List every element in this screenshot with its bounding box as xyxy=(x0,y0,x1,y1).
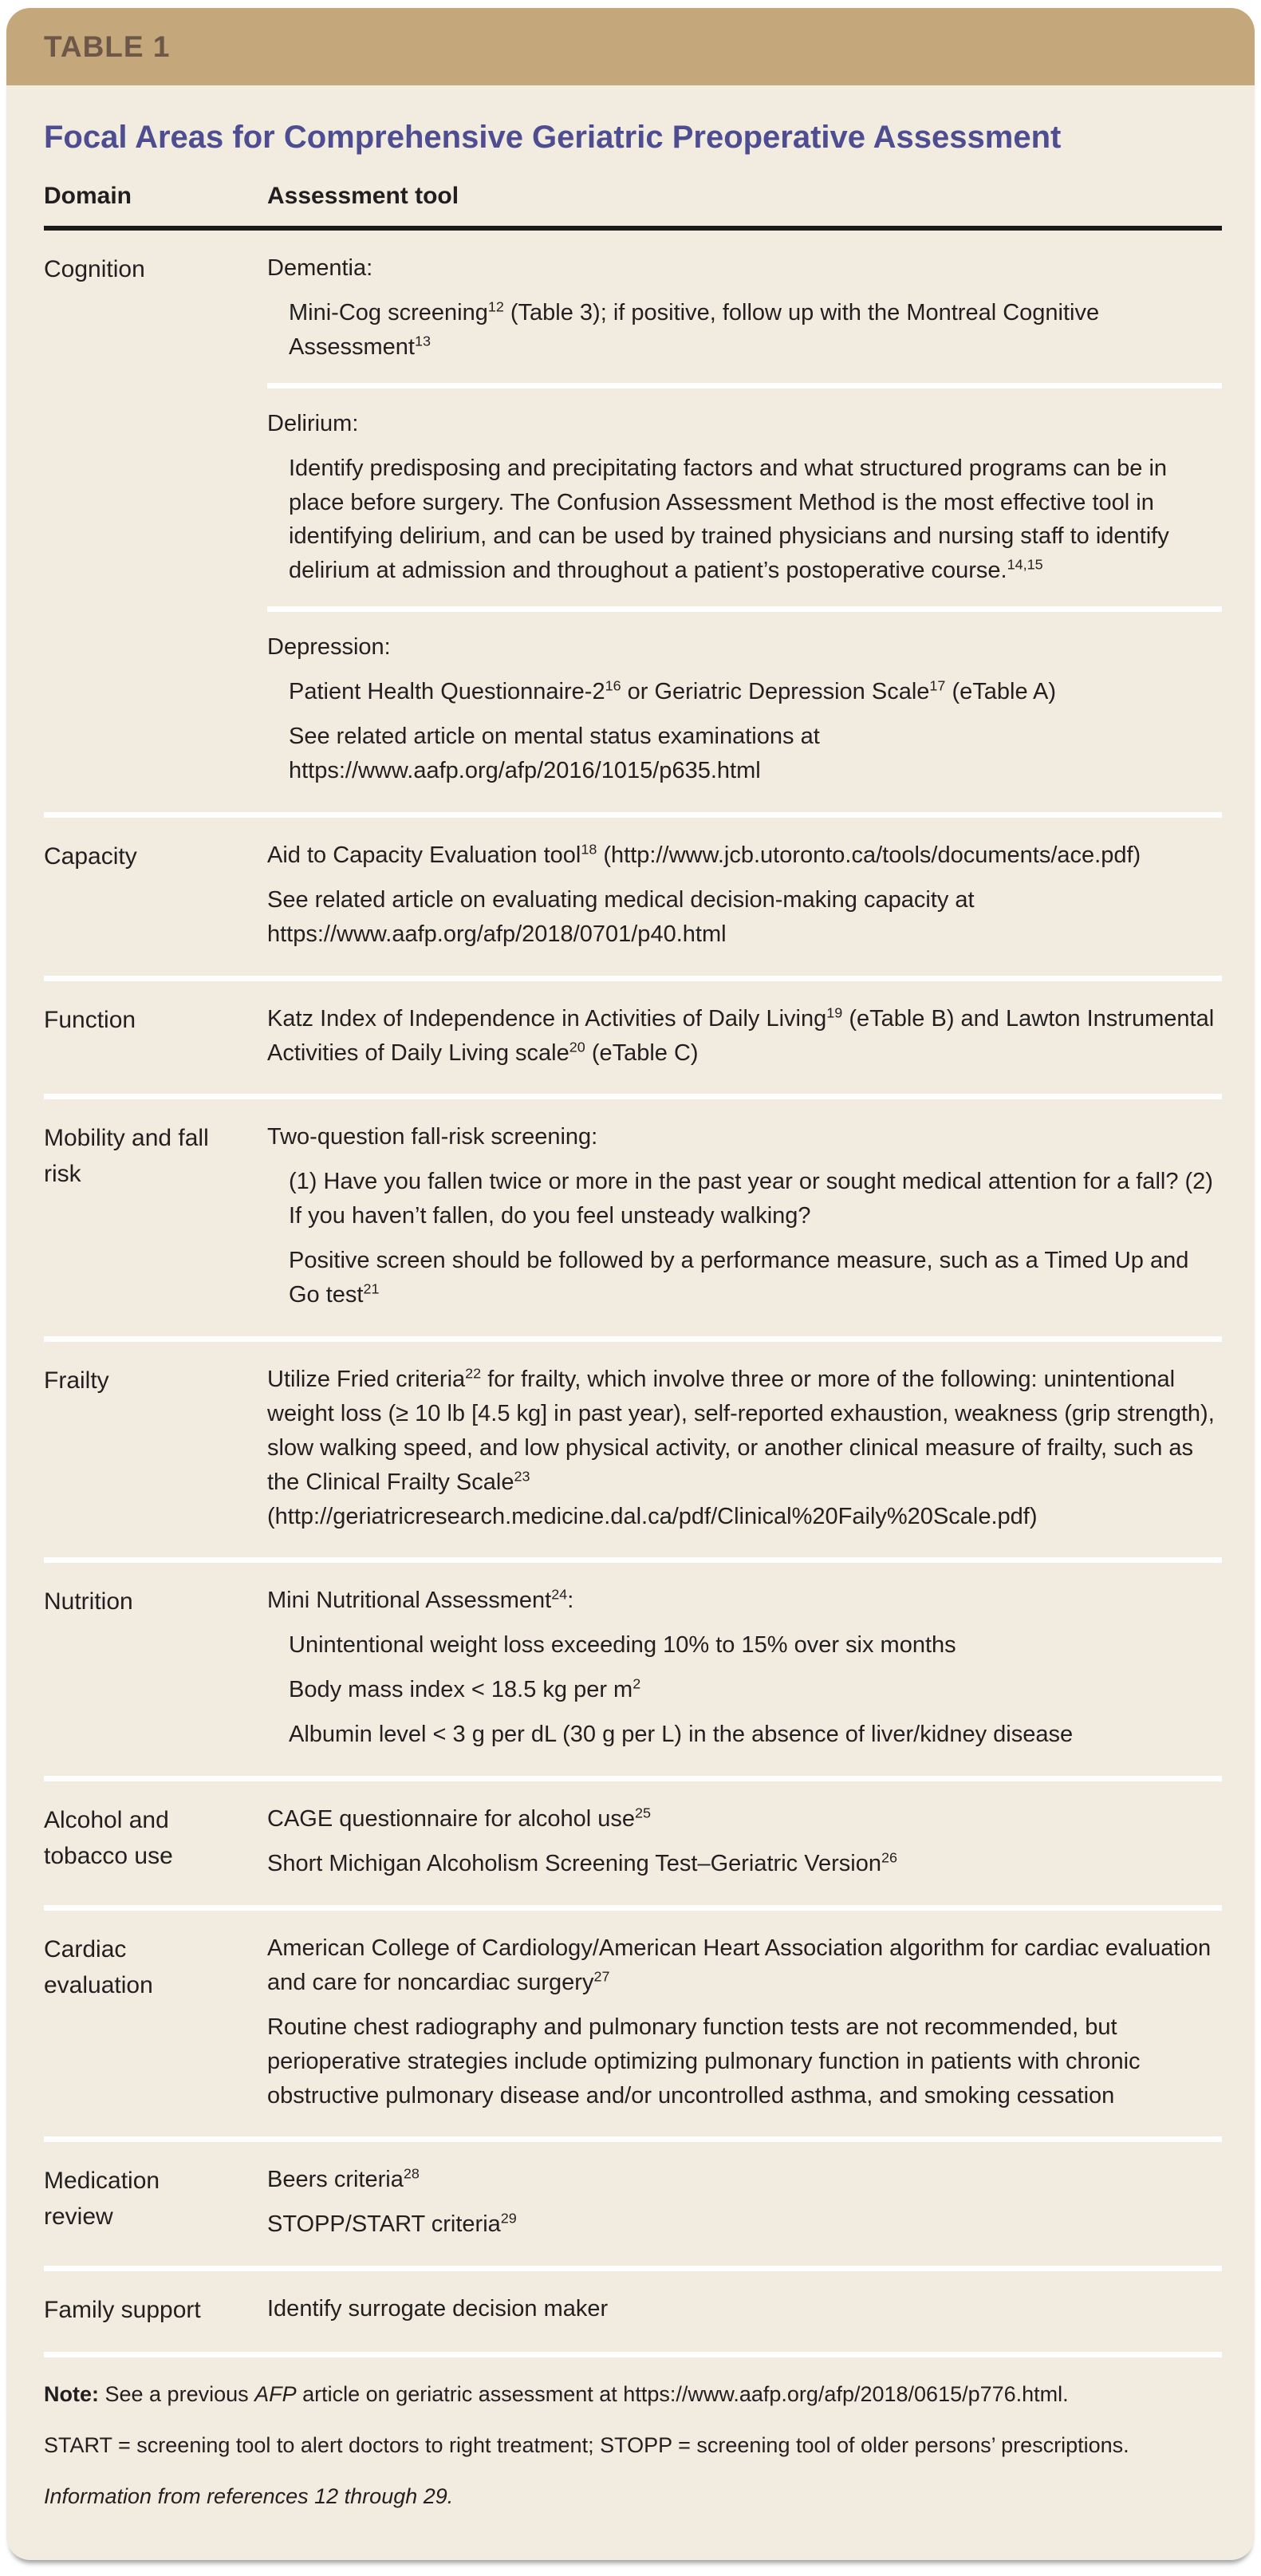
table-rows xyxy=(44,231,1222,2357)
table-row xyxy=(44,818,1222,976)
footnote-line: Note: See a previous AFP article on geriatric assessment at https://www.aafp.org/afp/2018/0615/p776.html. xyxy=(44,2382,1069,2407)
tool-paragraph: See related article on mental status examinations at https://www.aafp.org/afp/2016/1015/p635.html xyxy=(289,724,820,783)
domain-cell: Frailty xyxy=(44,1367,109,1394)
row-divider xyxy=(44,812,1222,818)
tool-cell xyxy=(267,838,1222,952)
table-row xyxy=(44,1563,1222,1776)
row-divider xyxy=(44,2136,1222,2142)
tool-cell xyxy=(267,251,1222,788)
table-tag: TABLE 1 xyxy=(44,30,171,63)
row-divider xyxy=(44,1557,1222,1563)
domain-cell: Cardiac evaluation xyxy=(44,1935,153,1998)
tool-paragraph: Mini Nutritional Assessment$^{24}$: xyxy=(267,1586,574,1614)
table-card xyxy=(6,8,1255,2560)
tool-paragraph: Patient Health Questionnaire-$2^{16}$ or Geriatric Depression Scale$^{17}$ (eTable A) xyxy=(289,677,1057,705)
tool-cell xyxy=(267,1802,1222,1881)
tool-paragraph: Unintentional weight loss exceeding 10% to 15% over six months xyxy=(289,1632,956,1659)
tool-cell xyxy=(267,1002,1222,1071)
domain-cell: Mobility and fall risk xyxy=(44,1125,209,1188)
tool-cell xyxy=(267,1120,1222,1312)
tool-cell xyxy=(267,1931,1222,2113)
column-headers xyxy=(44,183,1222,231)
tool-paragraph: STOPP/START criteria$^{29}$ xyxy=(267,2210,517,2238)
tool-paragraph: Utilize Fried criteria$^{22}$ for frailty, which involve three or more of the following: unintentional weight loss (≥ 10 lb [4.5 kg] in past year), self-reported exhaustion, weakness (grip strength), slow walking speed, and low physical activity, or another clinical measure of frailty, such as the Clinical Frailty Scale$^{23}$ (http://geriatricresearch.medicine.dal.ca/pdf/Clinical%20Faily%20Scale.pdf) xyxy=(267,1365,1215,1529)
tool-paragraph: Beers criteria$^{28}$ xyxy=(267,2165,420,2193)
column-header-domain: Domain xyxy=(44,183,132,209)
tool-paragraph: Delirium: xyxy=(267,410,359,436)
tool-paragraph: Identify surrogate decision maker xyxy=(267,2296,609,2322)
tool-paragraph: Albumin level < 3 g per dL (30 g per L) in the absence of liver/kidney disease xyxy=(289,1722,1074,1748)
tool-paragraph: CAGE questionnaire for alcohol use$^{25}$ xyxy=(267,1805,652,1832)
row-divider xyxy=(44,1905,1222,1911)
domain-cell: Nutrition xyxy=(44,1588,133,1615)
tool-paragraph: American College of Cardiology/American Heart Association algorithm for cardiac evaluation and care for noncardiac surgery$^{27}$ xyxy=(267,1935,1212,1995)
sub-row-divider xyxy=(267,606,1222,612)
domain-cell: Medication review xyxy=(44,2168,160,2231)
domain-cell: Capacity xyxy=(44,842,137,870)
row-divider xyxy=(44,1776,1222,1781)
footnote-line: Information from references 12 through 29. xyxy=(44,2483,454,2508)
footnotes xyxy=(44,2357,1222,2514)
table-row xyxy=(44,2142,1222,2266)
column-header-tool: Assessment tool xyxy=(267,183,459,209)
table-row xyxy=(44,231,1222,812)
tool-paragraph: Dementia: xyxy=(267,255,373,281)
table-row xyxy=(44,1781,1222,1905)
tool-paragraph: Depression: xyxy=(267,634,391,661)
tool-paragraph: Positive screen should be followed by a performance measure, such as a Timed Up and Go test$^{21}$ xyxy=(289,1248,1189,1308)
row-divider xyxy=(44,2266,1222,2271)
table-body xyxy=(6,119,1255,2560)
tool-paragraph: Katz Index of Independence in Activities of Daily Living$^{19}$ (eTable B) and Lawton Instrumental Activities of Daily Living scale$^{20}$ (eTable C) xyxy=(267,1004,1215,1066)
table-row xyxy=(44,1099,1222,1336)
domain-cell: Alcohol and tobacco use xyxy=(44,1807,173,1870)
row-divider xyxy=(44,1336,1222,1342)
tool-paragraph: Short Michigan Alcoholism Screening Test–Geriatric Version$^{26}$ xyxy=(267,1849,897,1876)
tool-cell xyxy=(267,2292,1222,2328)
tool-paragraph: (1) Have you fallen twice or more in the past year or sought medical attention for a fall? (2) If you haven’t fallen, do you feel unsteady walking? xyxy=(289,1169,1213,1229)
tool-paragraph: Routine chest radiography and pulmonary function tests are not recommended, but perioperative strategies include optimizing pulmonary function in patients with chronic obstructive pulmonary disease and/or uncontrolled asthma, and smoking cessation xyxy=(267,2014,1141,2109)
tool-cell xyxy=(267,1363,1222,1534)
domain-cell: Function xyxy=(44,1006,136,1033)
tool-paragraph: See related article on evaluating medical decision-making capacity at https://www.aafp.org/afp/2018/0701/p40.html xyxy=(267,886,975,947)
tool-paragraph: Identify predisposing and precipitating factors and what structured programs can be in place before surgery. The Confusion Assessment Method is the most effective tool in identifying delirium, and can be used by trained physicians and nursing staff to identify delirium at admission and throughout a patient’s postoperative course.$^{14,15}$ xyxy=(289,455,1169,584)
table-title: Focal Areas for Comprehensive Geriatric Preoperative Assessment xyxy=(44,120,1062,155)
tool-paragraph: Body mass index < 18.5 kg per $m^2$ xyxy=(289,1675,641,1703)
domain-cell: Family support xyxy=(44,2297,201,2324)
domain-cell: Cognition xyxy=(44,256,145,282)
row-divider xyxy=(44,976,1222,981)
sub-row-divider xyxy=(267,383,1222,389)
tool-cell xyxy=(267,2163,1222,2242)
table-row xyxy=(44,1911,1222,2137)
table-header-bar xyxy=(6,8,1255,85)
table-row xyxy=(44,1342,1222,1558)
table-row xyxy=(44,2271,1222,2352)
table-row xyxy=(44,981,1222,1095)
row-divider xyxy=(44,1094,1222,1099)
footnote-line: START = screening tool to alert doctors to right treatment; STOPP = screening tool of older persons’ prescriptions. xyxy=(44,2433,1129,2458)
tool-paragraph: Two-question fall-risk screening: xyxy=(267,1124,598,1150)
tool-cell xyxy=(267,1584,1222,1752)
tool-paragraph: Mini-Cog screening$^{12}$ (Table 3); if positive, follow up with the Montreal Cognitive Assessment$^{13}$ xyxy=(289,298,1100,360)
tool-paragraph: Aid to Capacity Evaluation tool$^{18}$ (http://www.jcb.utoronto.ca/tools/documents/ace.pdf) xyxy=(267,841,1141,868)
row-divider xyxy=(44,2352,1222,2357)
